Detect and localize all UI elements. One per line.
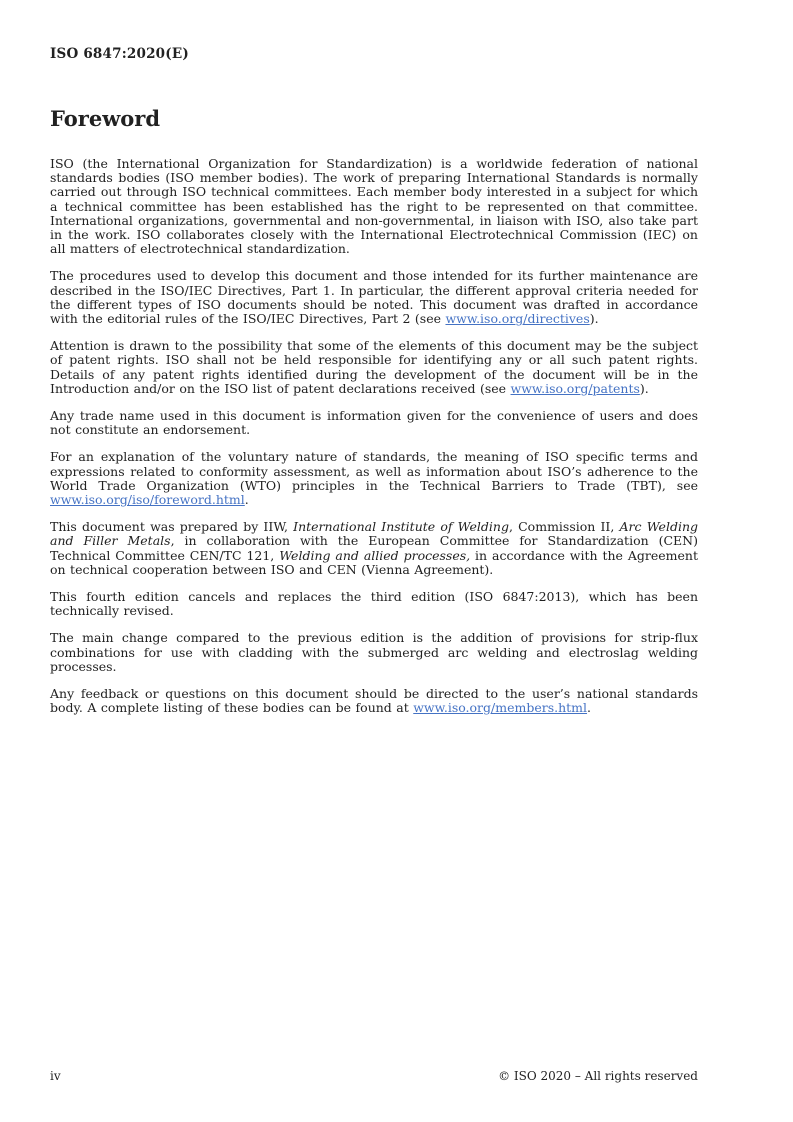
paragraph <box>50 590 698 618</box>
paragraphs <box>50 157 698 729</box>
text-run: Attention is drawn to the possibility that some of the elements of this document may be the subject of patent rights. ISO shall not be held responsible for identifying any or all such patent rights. Details of any patent rights identified during the development of the document will be in the Introduction and/or on the ISO list of patent declarations received (see <box>50 338 698 396</box>
paragraph <box>50 450 698 507</box>
text-run: The procedures used to develop this document and those intended for its further maintenance are described in the ISO/IEC Directives, Part 1. In particular, the different approval criteria needed for the different types of ISO documents should be noted. This document was drafted in accordance with the editorial rules of the ISO/IEC Directives, Part 2 (see <box>50 268 698 327</box>
text-run: in accordance with the Agreement on technical cooperation between ISO and CEN (Vienna Agreement). <box>50 547 699 577</box>
text-run: Any feedback or questions on this document should be directed to the user’s national standards body. A complete listing of these bodies can be found at <box>50 686 698 716</box>
text-run: For an explanation of the voluntary nature of standards, the meaning of ISO specific terms and expressions related to conformity assessment, as well as information about ISO’s adherence to the World Trade Organization (WTO) principles in the Technical Barriers to Trade (TBT), see <box>50 449 698 493</box>
text-run: ). <box>589 311 599 327</box>
text-run: This fourth edition cancels and replaces the third edition (ISO 6847:2013), which has been technically revised. <box>50 589 698 619</box>
hyperlink[interactable]: www.iso.org/iso/foreword.html <box>50 492 245 508</box>
paragraph <box>50 157 698 256</box>
text-run: ). <box>639 380 649 396</box>
page-number: iv <box>50 1069 61 1083</box>
page-title: Foreword <box>50 106 161 131</box>
italic-text: Welding and allied processes, <box>279 547 471 563</box>
text-run: The main change compared to the previous edition is the addition of provisions for strip-flux combinations for use with cladding with the submerged arc welding and electroslag welding processes. <box>50 630 698 674</box>
text-run: This document was prepared by IIW, <box>50 519 294 535</box>
text-run: Any trade name used in this document is information given for the convenience of users and does not constitute an endorsement. <box>50 408 698 438</box>
italic-text: International Institute of Welding <box>293 519 509 535</box>
paragraph <box>50 631 698 674</box>
text-run: , in collaboration with the European Committee for Standardization (CEN) Technical Committee CEN/TC 121, <box>50 533 698 563</box>
paragraph <box>50 520 698 577</box>
text-run: . <box>244 492 249 508</box>
paragraph <box>50 409 698 437</box>
text-run: , Commission II, <box>508 519 620 535</box>
document-id-header: ISO 6847:2020(E) <box>50 46 189 62</box>
hyperlink[interactable]: www.iso.org/patents <box>510 380 640 396</box>
text-run: ISO (the International Organization for Standardization) is a worldwide federation of national standards bodies (ISO member bodies). The work of preparing International Standards is normally carried out through ISO technical committees. Each member body interested in a subject for which a technical committee has been established has the right to be represented on that committee. International organizations, governmental and non-governmental, in liaison with ISO, also take part in the work. ISO collaborates closely with the International Electrotechnical Commission (IEC) on all matters of electrotechnical standardization. <box>50 156 698 257</box>
paragraph <box>50 269 698 326</box>
hyperlink[interactable]: www.iso.org/directives <box>445 311 590 327</box>
italic-text: Arc Welding and Filler Metals <box>50 519 698 549</box>
copyright-notice: © ISO 2020 – All rights reserved <box>498 1069 698 1083</box>
paragraph <box>50 687 698 715</box>
paragraph <box>50 339 698 396</box>
text-run: . <box>587 700 592 716</box>
footer <box>50 1069 698 1083</box>
hyperlink[interactable]: www.iso.org/members.html <box>413 700 588 716</box>
